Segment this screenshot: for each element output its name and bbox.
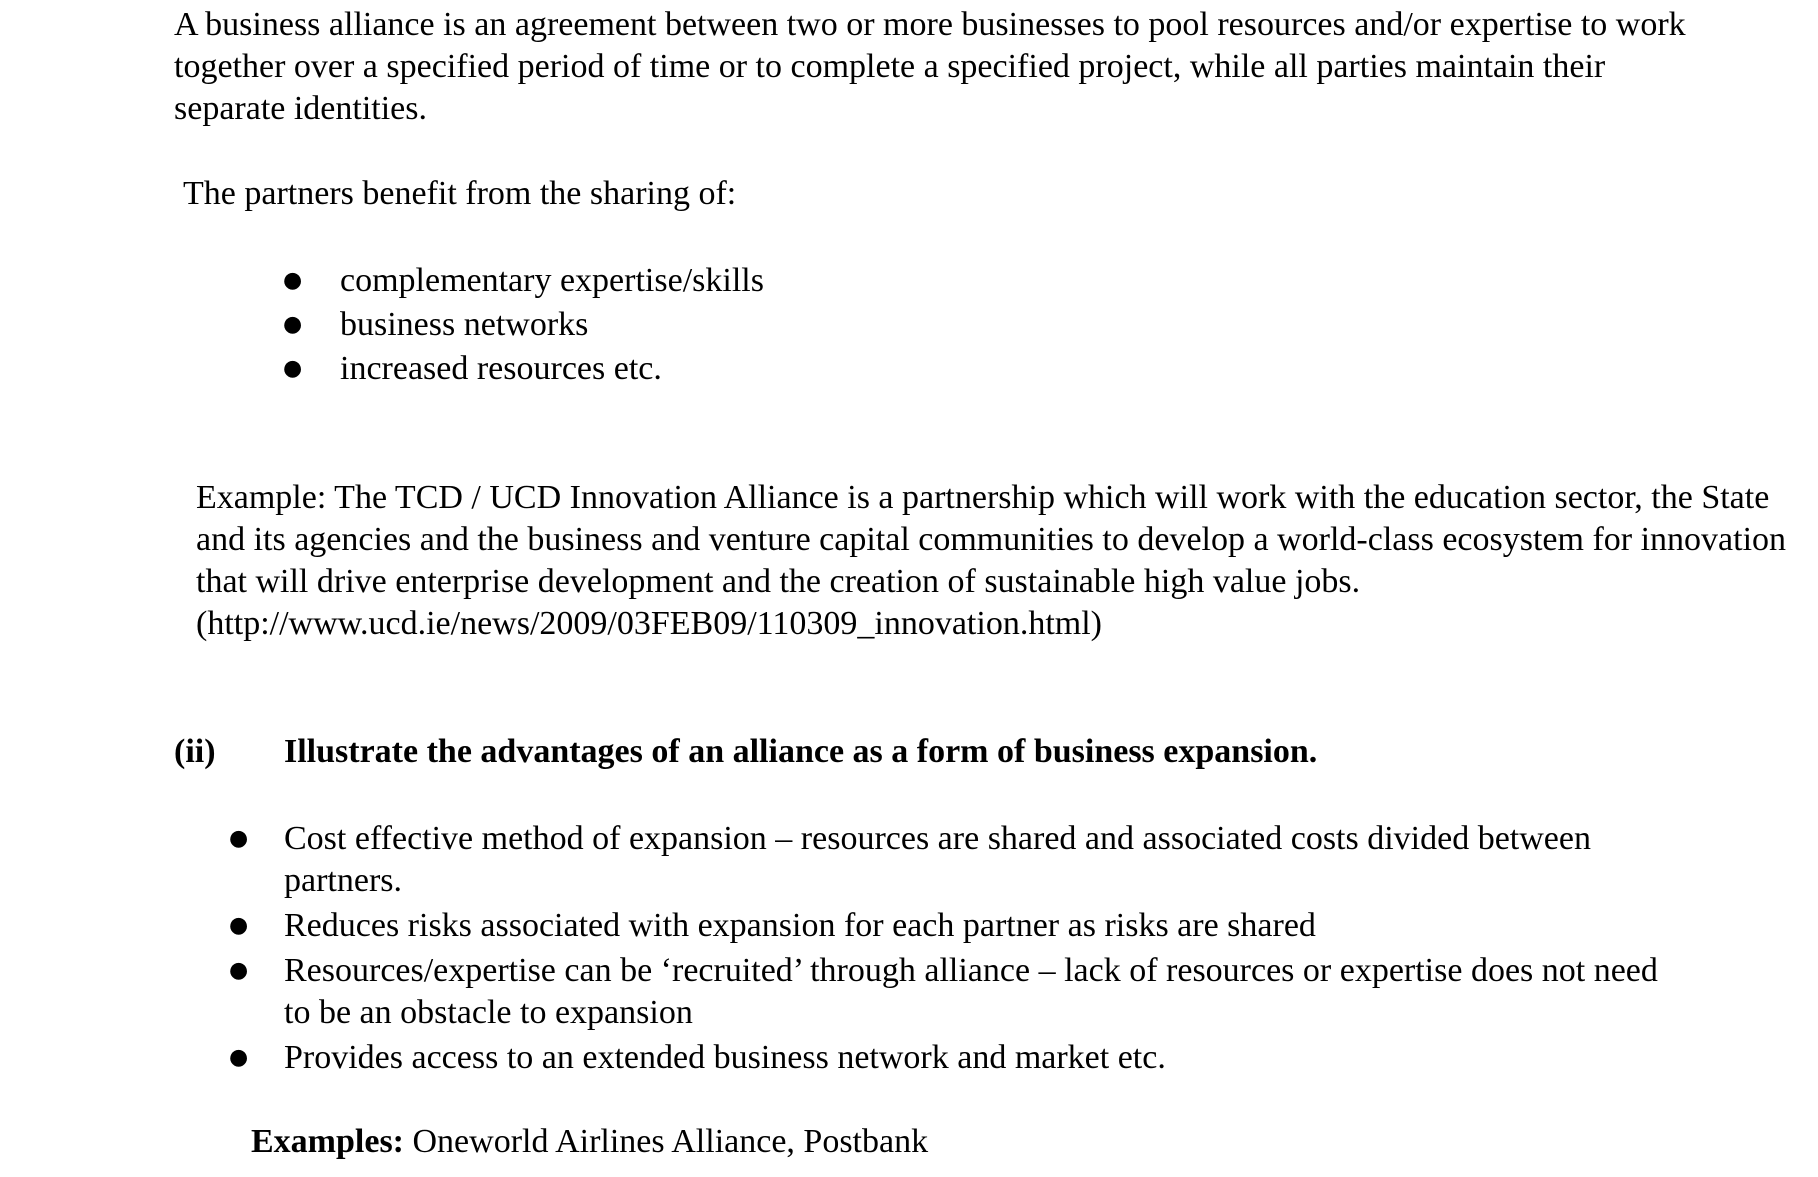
list-item — [283, 347, 1183, 391]
benefits-lead-text: The partners benefit from the sharing of: — [183, 175, 737, 212]
list-item — [283, 303, 1183, 347]
list-item-text: Cost effective method of expansion – resources are shared and associated costs divided between partners. — [284, 820, 1591, 899]
question-number: (ii) — [174, 733, 216, 770]
advantages-list — [229, 818, 1679, 1082]
list-item — [229, 1037, 1679, 1079]
example-source: (http://www.ucd.ie/news/2009/03FEB09/110309_innovation.html) — [196, 605, 1102, 642]
intro-paragraph: A business alliance is an agreement between two or more businesses to pool resources and/or expertise to work together over a specified period of time or to complete a specified project, while all parties maintain their separate identities. — [174, 6, 1686, 127]
example-paragraph — [196, 477, 1796, 645]
bullet-icon: ● — [283, 312, 303, 337]
bullet-icon: ● — [283, 356, 303, 381]
list-item — [283, 259, 1183, 303]
list-item — [229, 818, 1679, 902]
bullet-icon: ● — [229, 958, 249, 983]
examples-line — [251, 1121, 1651, 1163]
list-item-text: Reduces risks associated with expansion for each partner as risks are shared — [284, 907, 1316, 944]
list-item-text: complementary expertise/skills — [340, 262, 764, 299]
example-text: Example: The TCD / UCD Innovation Alliance is a partnership which will work with the education sector, the State and its agencies and the business and venture capital communities to develop a world-class ecosystem for innovation that will drive enterprise development and the creation of sustainable high value jobs. — [196, 479, 1787, 600]
list-item-text: business networks — [340, 306, 589, 343]
list-item-text: Provides access to an extended business network and market etc. — [284, 1039, 1166, 1076]
bullet-icon: ● — [283, 268, 303, 293]
bullet-icon: ● — [229, 913, 249, 938]
bullet-icon: ● — [229, 1045, 249, 1070]
list-item-text: Resources/expertise can be ‘recruited’ through alliance – lack of resources or expertise does not need to be an obstacle to expansion — [284, 952, 1658, 1031]
list-item — [229, 950, 1679, 1034]
examples-text: Oneworld Airlines Alliance, Postbank — [412, 1123, 929, 1160]
examples-label: Examples: — [251, 1123, 404, 1160]
list-item — [229, 905, 1679, 947]
question-text: Illustrate the advantages of an alliance as a form of business expansion. — [284, 733, 1318, 770]
benefits-list — [283, 259, 1183, 391]
bullet-icon: ● — [229, 826, 249, 851]
list-item-text: increased resources etc. — [340, 350, 662, 387]
